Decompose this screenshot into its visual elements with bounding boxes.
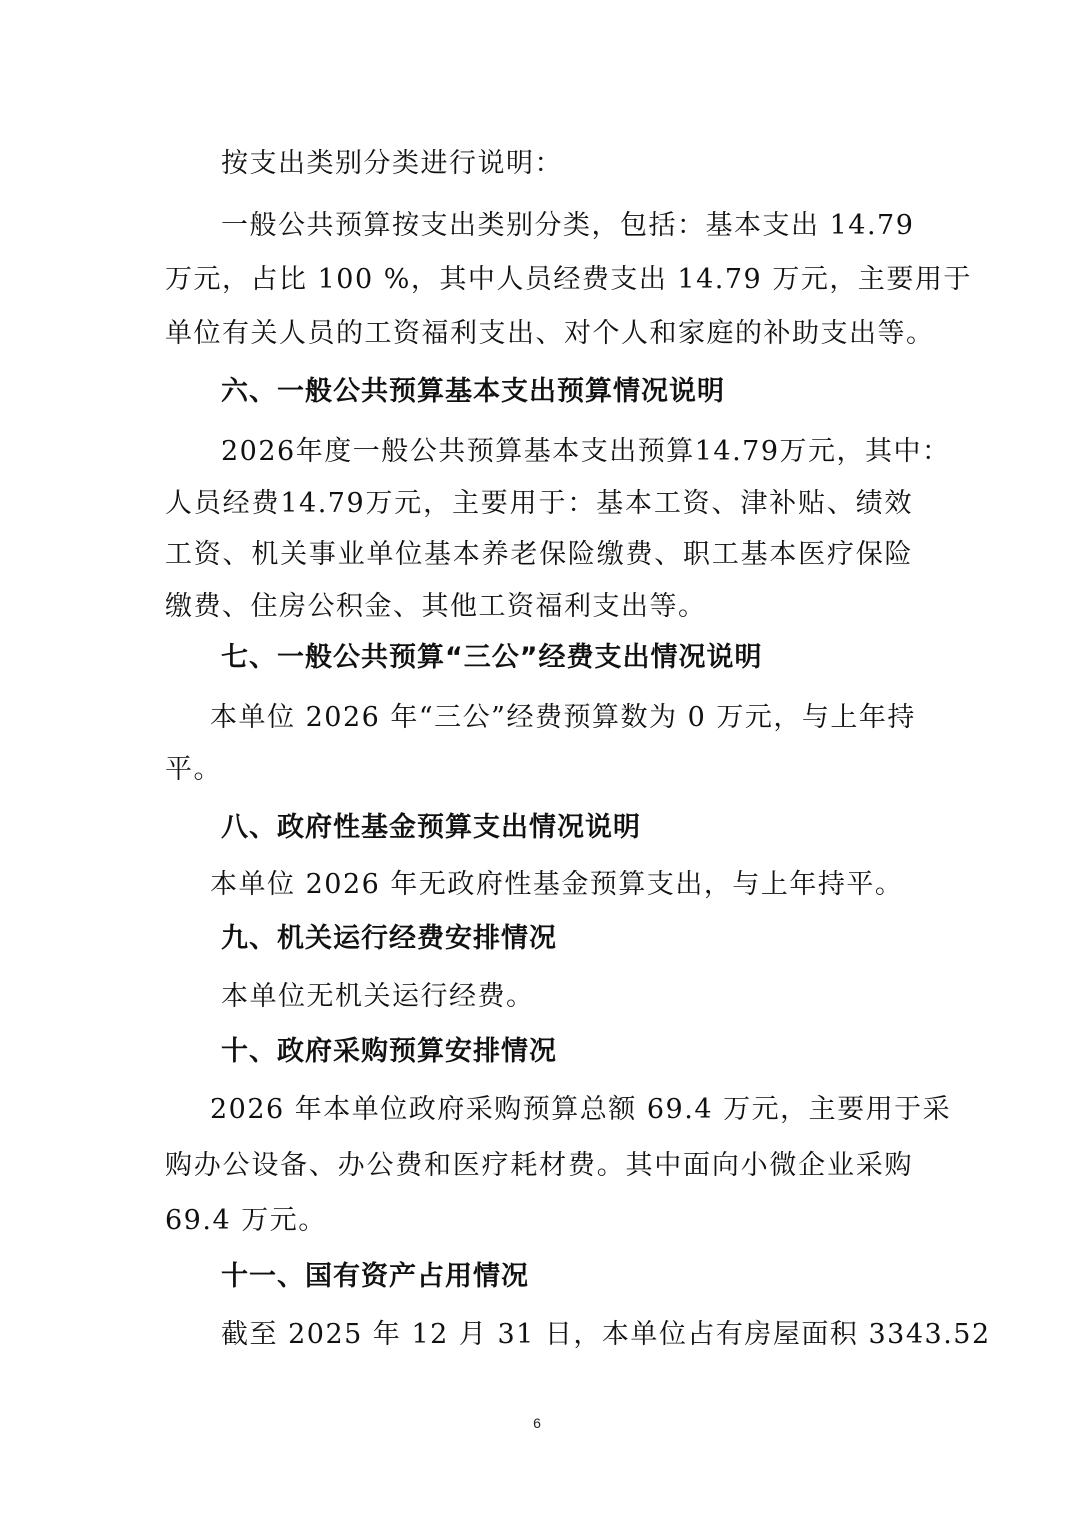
paragraph-line: 一般公共预算按支出类别分类，包括：基本支出 14.79	[221, 210, 915, 241]
paragraph-line: 本单位 2026 年“三公”经费预算数为 0 万元，与上年持	[210, 702, 916, 733]
paragraph-line: 2026年度一般公共预算基本支出预算14.79万元，其中：	[221, 436, 951, 467]
paragraph-line: 按支出类别分类进行说明：	[221, 148, 563, 179]
section-heading: 十、政府采购预算安排情况	[221, 1036, 557, 1067]
paragraph-line: 69.4 万元。	[165, 1205, 327, 1236]
page-number: 6	[533, 1415, 541, 1431]
paragraph-line: 本单位 2026 年无政府性基金预算支出，与上年持平。	[210, 869, 904, 900]
paragraph-line: 工资、机关事业单位基本养老保险缴费、职工基本医疗保险	[165, 539, 913, 570]
paragraph-line: 人员经费14.79万元，主要用于：基本工资、津补贴、绩效	[165, 488, 913, 519]
paragraph-line: 万元，占比 100 %，其中人员经费支出 14.79 万元，主要用于	[165, 264, 972, 295]
section-heading: 六、一般公共预算基本支出预算情况说明	[221, 376, 725, 407]
section-heading: 九、机关运行经费安排情况	[221, 923, 557, 954]
section-heading: 十一、国有资产占用情况	[221, 1261, 529, 1292]
section-heading: 七、一般公共预算“三公”经费支出情况说明	[221, 642, 763, 673]
paragraph-line: 2026 年本单位政府采购预算总额 69.4 万元，主要用于采	[210, 1094, 952, 1125]
paragraph-line: 平。	[165, 754, 222, 785]
paragraph-line: 截至 2025 年 12 月 31 日，本单位占有房屋面积 3343.52	[221, 1319, 991, 1350]
paragraph-line: 单位有关人员的工资福利支出、对个人和家庭的补助支出等。	[165, 318, 935, 349]
paragraph-line: 购办公设备、办公费和医疗耗材费。其中面向小微企业采购	[165, 1150, 913, 1181]
paragraph-line: 缴费、住房公积金、其他工资福利支出等。	[165, 591, 707, 622]
section-heading: 八、政府性基金预算支出情况说明	[221, 812, 641, 843]
paragraph-line: 本单位无机关运行经费。	[221, 981, 535, 1012]
